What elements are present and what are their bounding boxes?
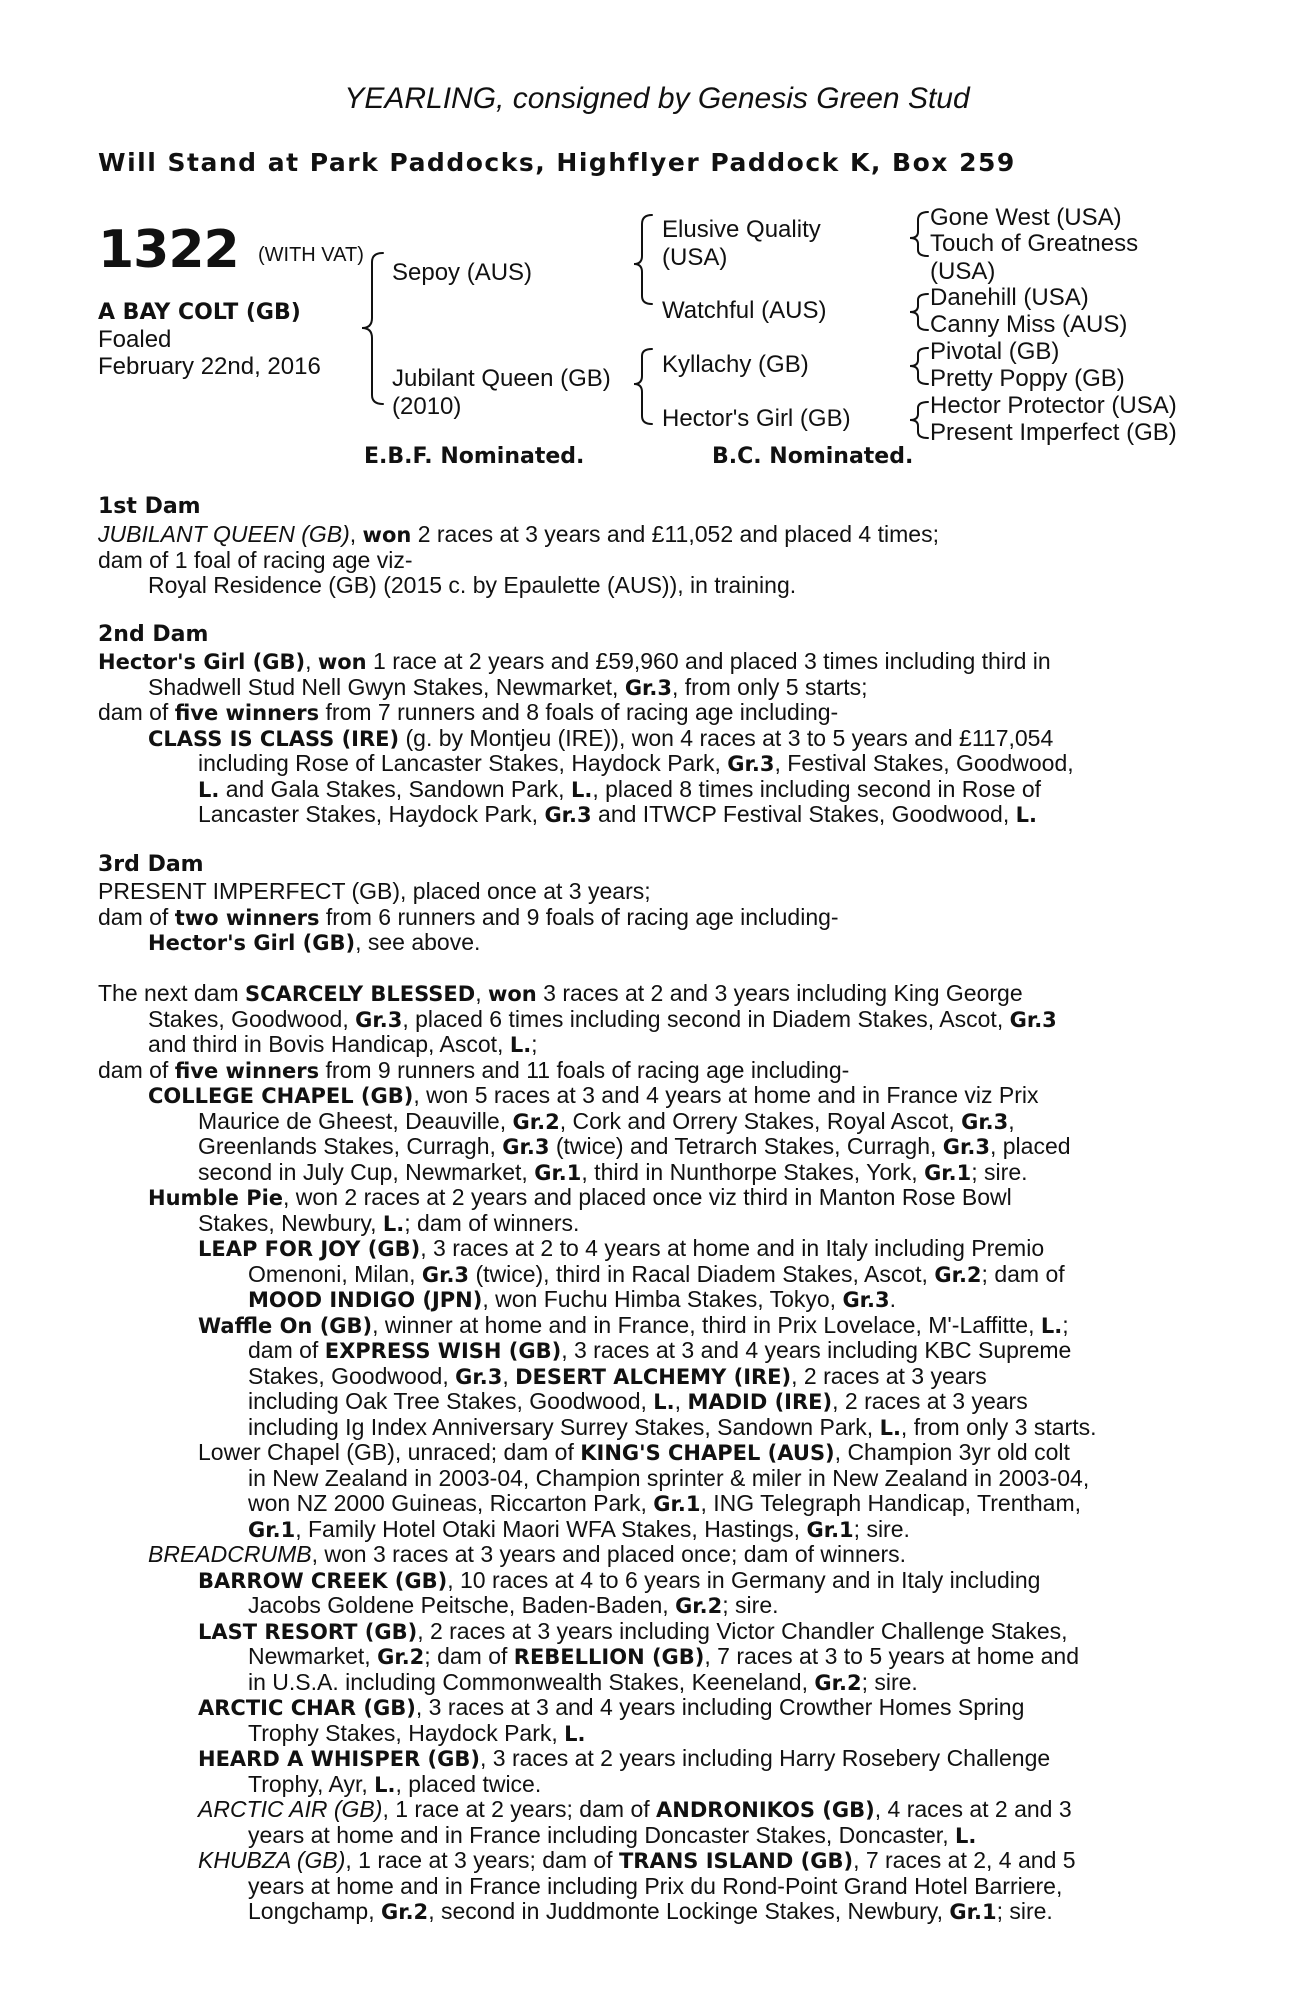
text-line [248, 1465, 1089, 1491]
plain-text: , [502, 1362, 516, 1389]
pedigree-dam-name: Jubilant Queen (GB) [392, 365, 611, 392]
bold-text: Gr.2 [814, 1670, 862, 1695]
plain-text: from 9 runners and 11 foals of racing age including- [319, 1056, 850, 1083]
bold-text: won [317, 650, 367, 674]
pedigree-dsd-line1: Pretty Poppy (GB) [930, 365, 1125, 392]
foaled-date: February 22nd, 2016 [98, 353, 321, 380]
text-line [198, 801, 1037, 828]
plain-text: , 7 races at 2, 4 and 5 [853, 1847, 1076, 1873]
plain-text: dam of [98, 903, 175, 930]
text-line [98, 1057, 849, 1084]
pedigree-dam-year: (2010) [392, 393, 462, 420]
text-line [248, 1592, 779, 1619]
plain-text: . [889, 1286, 897, 1312]
pedigree-dds-line1: Hector Protector (USA) [930, 392, 1177, 419]
plain-text: , Champion 3yr old colt [834, 1439, 1070, 1465]
plain-text: , Festival Stakes, Goodwood, [774, 750, 1074, 776]
plain-text: years at home and in France including Doncaster Stakes, Doncaster, [248, 1821, 955, 1848]
text-line [148, 1184, 1012, 1211]
first-dam-heading: 1st Dam [98, 494, 201, 519]
bold-text: Gr.3 [727, 752, 775, 776]
pedigree-sd-line1: Watchful (AUS) [662, 297, 827, 324]
pedigree-dd-line1: Hector's Girl (GB) [662, 405, 851, 432]
plain-text: including Rose of Lancaster Stakes, Haydock Park, [198, 750, 728, 776]
text-line [248, 1720, 586, 1747]
pedigree-sss [930, 204, 1122, 232]
plain-text: ; sire. [853, 1515, 910, 1542]
plain-text: Maurice de Gheest, Deauville, [198, 1107, 513, 1134]
plain-text: Jacobs Goldene Peitsche, Baden-Baden, [248, 1592, 676, 1618]
plain-text: 2 races at 3 years and £11,052 and placed 4 times; [411, 521, 939, 547]
bold-text: REBELLION (GB) [513, 1645, 705, 1669]
plain-text: , 10 races at 4 to 6 years in Germany and in Italy including [447, 1566, 1041, 1593]
text-line [198, 1210, 579, 1237]
plain-text: , 3 races at 2 to 4 years at home and in Italy including Premio [420, 1235, 1045, 1261]
pedigree-ssd [930, 230, 1138, 286]
plain-text: Trophy Stakes, Haydock Park, [248, 1719, 565, 1746]
plain-text: , from only 3 starts. [900, 1413, 1097, 1440]
plain-text: dam of [98, 699, 175, 725]
bold-text: Hector's Girl (GB) [148, 931, 356, 955]
italic-text: JUBILANT QUEEN (GB) [98, 521, 350, 547]
text-line [198, 1847, 1076, 1874]
pedigree-dss-line1: Pivotal (GB) [930, 338, 1060, 365]
bold-text: Gr.1 [949, 1900, 997, 1924]
plain-text: in New Zealand in 2003-04, Champion sprinter & miler in New Zealand in 2003-04, [248, 1464, 1090, 1491]
plain-text: , 7 races at 3 to 5 years at home and [704, 1643, 1080, 1669]
text-line [248, 1898, 1053, 1925]
second-dam-heading: 2nd Dam [98, 622, 209, 647]
bold-text: Hector's Girl (GB) [98, 650, 306, 674]
bold-text: won [487, 982, 537, 1006]
text-line [248, 1669, 918, 1696]
pedigree-ssd-line1: Touch of Greatness [930, 230, 1139, 257]
plain-text: second in July Cup, Newmarket, [198, 1158, 535, 1185]
bold-text: SCARCELY BLESSED [245, 982, 476, 1006]
text-line [198, 1159, 1028, 1186]
bold-text: MADID (IRE) [687, 1390, 833, 1414]
text-line [248, 1516, 910, 1543]
pedigree-dam-sire [662, 351, 809, 379]
text-line [148, 1031, 538, 1058]
pedigree-sire-dam [662, 297, 826, 325]
plain-text: dam of 1 foal of racing age viz- [98, 546, 413, 573]
plain-text: Stakes, Goodwood, [248, 1362, 456, 1389]
bold-text: L. [198, 777, 220, 802]
plain-text: , placed 6 times including second in Diadem Stakes, Ascot, [402, 1005, 1010, 1032]
bracket-ss [910, 212, 928, 256]
text-line [98, 878, 651, 904]
plain-text: (twice), third in Racal Diadem Stakes, Ascot, [469, 1260, 935, 1287]
bold-text: Gr.3 [502, 1135, 550, 1159]
plain-text: PRESENT IMPERFECT (GB), placed once at 3 years; [98, 878, 651, 904]
bc-nomination: B.C. Nominated. [712, 444, 914, 469]
bold-text: Gr.1 [924, 1160, 972, 1185]
text-line [198, 1745, 1050, 1772]
plain-text: , won 3 races at 3 years and placed once; dam of winners. [311, 1541, 907, 1567]
bold-text: L. [564, 1721, 586, 1746]
text-line [98, 547, 413, 573]
plain-text: , winner at home and in France, third in Prix Lovelace, M'-Laffitte, [372, 1311, 1041, 1338]
plain-text: , placed twice. [395, 1770, 542, 1797]
bold-text: Gr.3 [624, 675, 673, 700]
plain-text: , placed [989, 1133, 1071, 1159]
plain-text: , [305, 648, 318, 674]
plain-text: ; dam of [424, 1643, 514, 1669]
plain-text: , [674, 1388, 688, 1414]
bold-text: Gr.3 [961, 1109, 1009, 1134]
plain-text: , ING Telegraph Handicap, Trentham, [700, 1490, 1082, 1516]
plain-text: , Cork and Orrery Stakes, Royal Ascot, [559, 1107, 962, 1134]
bold-text: L. [653, 1390, 675, 1414]
text-line [148, 929, 480, 956]
plain-text: Greenlands Stakes, Curragh, [198, 1133, 503, 1159]
bold-text: MOOD INDIGO (JPN) [248, 1288, 483, 1312]
bold-text: Gr.1 [653, 1492, 701, 1516]
italic-text: KHUBZA (GB) [198, 1847, 346, 1873]
bold-text: TRANS ISLAND (GB) [618, 1849, 854, 1873]
pedigree-sdd [930, 311, 1127, 339]
bold-text: Gr.3 [421, 1262, 470, 1287]
plain-text: The next dam [98, 980, 246, 1006]
plain-text: , second in Juddmonte Lockinge Stakes, Newbury, [428, 1898, 950, 1924]
bold-text: ANDRONIKOS (GB) [656, 1798, 875, 1822]
pedigree-dam [392, 365, 611, 421]
text-line [198, 1312, 1069, 1339]
text-line [248, 1414, 1096, 1441]
plain-text: from 6 runners and 9 foals of racing age including- [319, 903, 839, 930]
plain-text: ; [1062, 1311, 1069, 1338]
plain-text: , placed 8 times including second in Rose of [592, 775, 1042, 802]
text-line [198, 750, 1074, 777]
text-line [198, 1108, 1015, 1135]
text-line [148, 1006, 1057, 1033]
bold-text: Gr.2 [512, 1109, 560, 1134]
plain-text: years at home and in France including Prix du Rond-Point Grand Hotel Barriere, [248, 1872, 1063, 1899]
pedigree-dss [930, 338, 1059, 366]
text-line [248, 1337, 1071, 1364]
text-line [198, 1796, 1072, 1823]
plain-text: Stakes, Newbury, [198, 1209, 383, 1236]
plain-text: ; [531, 1031, 538, 1057]
plain-text: , 2 races at 3 years [791, 1362, 987, 1389]
plain-text: , see above. [355, 929, 481, 955]
stand-location: Will Stand at Park Paddocks, Highflyer Paddock K, Box 259 [98, 148, 1016, 177]
plain-text: , 3 races at 3 and 4 years including KBC Supreme [561, 1337, 1072, 1363]
plain-text: , won 2 races at 2 years and placed once viz third in Manton Rose Bowl [283, 1184, 1012, 1210]
text-line [248, 1388, 1028, 1415]
plain-text: (g. by Montjeu (IRE)), won 4 races at 3 to 5 years and £117,054 [399, 724, 1054, 751]
text-line [198, 1618, 1068, 1645]
plain-text: ; dam of winners. [404, 1209, 580, 1236]
bold-text: five winners [174, 1058, 320, 1083]
plain-text: dam of [98, 1056, 175, 1083]
bold-text: CLASS IS CLASS (IRE) [148, 726, 400, 751]
bold-text: Gr.3 [1009, 1007, 1057, 1032]
plain-text: , [349, 521, 363, 547]
plain-text: Stakes, Goodwood, [148, 1005, 356, 1032]
page-title: YEARLING, consigned by Genesis Green Stud [344, 82, 970, 115]
bracket-main [362, 253, 383, 404]
plain-text: , [1008, 1107, 1015, 1134]
bold-text: five winners [174, 701, 320, 725]
bold-text: Gr.3 [842, 1288, 890, 1312]
bold-text: BARROW CREEK (GB) [198, 1568, 448, 1593]
pedigree-ds-line1: Kyllachy (GB) [662, 351, 809, 378]
pedigree-sss-line1: Gone West (USA) [930, 204, 1122, 231]
bold-text: L. [954, 1823, 977, 1848]
pedigree-ss-line1: Elusive Quality [662, 216, 821, 243]
bold-text: L. [879, 1415, 901, 1440]
plain-text: , won Fuchu Himba Stakes, Tokyo, [482, 1286, 843, 1312]
text-line [198, 1235, 1044, 1262]
bold-text: Gr.3 [455, 1364, 503, 1389]
plain-text: Royal Residence (GB) (2015 c. by Epaulette (AUS)), in training. [148, 572, 797, 598]
bold-text: Gr.2 [377, 1645, 425, 1669]
pedigree-dsd [930, 365, 1125, 393]
bold-text: L. [1015, 803, 1037, 827]
text-line [248, 1822, 976, 1849]
plain-text: Shadwell Stud Nell Gwyn Stakes, Newmarket, [148, 673, 625, 700]
bold-text: Gr.1 [534, 1160, 582, 1185]
plain-text: ; sire. [722, 1592, 779, 1618]
bold-text: Gr.3 [942, 1135, 990, 1159]
pedigree-sds [930, 284, 1089, 312]
text-line [98, 521, 939, 548]
text-line [248, 1643, 1079, 1670]
lot-name: A BAY COLT (GB) [98, 300, 301, 325]
pedigree-ddd-line1: Present Imperfect (GB) [930, 419, 1177, 446]
ebf-nomination: E.B.F. Nominated. [364, 444, 585, 469]
plain-text: ; sire. [971, 1158, 1028, 1185]
text-line [98, 980, 1023, 1007]
plain-text: and ITWCP Festival Stakes, Goodwood, [591, 801, 1016, 827]
bold-text: Gr.2 [934, 1262, 982, 1287]
bold-text: two winners [174, 905, 320, 930]
text-line [148, 674, 868, 701]
pedigree-sire [392, 259, 532, 287]
bold-text: LEAP FOR JOY (GB) [198, 1237, 421, 1261]
bold-text: Gr.1 [806, 1517, 854, 1542]
pedigree-sire-name: Sepoy (AUS) [392, 259, 533, 286]
text-line [248, 1771, 541, 1798]
foaled-label: Foaled [98, 326, 172, 353]
bold-text: L. [382, 1211, 405, 1236]
text-line [148, 1082, 1039, 1109]
plain-text: , 3 races at 2 years including Harry Rosebery Challenge [479, 1745, 1051, 1771]
text-line [198, 776, 1041, 803]
plain-text: and third in Bovis Handicap, Ascot, [148, 1031, 510, 1057]
lot-number: 1322 [98, 220, 239, 280]
plain-text: Lancaster Stakes, Haydock Park, [198, 801, 545, 827]
text-line [198, 1439, 1070, 1466]
pedigree-sdd-line1: Canny Miss (AUS) [930, 311, 1128, 338]
pedigree-sire-sire [662, 216, 821, 272]
plain-text: Newmarket, [248, 1643, 378, 1669]
italic-text: ARCTIC AIR (GB) [198, 1796, 383, 1822]
bold-text: L. [509, 1033, 532, 1057]
plain-text: won NZ 2000 Guineas, Riccarton Park, [248, 1490, 654, 1516]
lot-vat-note: (WITH VAT) [258, 244, 364, 266]
bold-text: LAST RESORT (GB) [198, 1619, 418, 1644]
plain-text: Lower Chapel (GB), unraced; dam of [198, 1439, 581, 1465]
bold-text: won [362, 523, 412, 547]
bold-text: L. [374, 1772, 396, 1797]
bracket-sd [910, 294, 928, 330]
bold-text: KING'S CHAPEL (AUS) [580, 1441, 835, 1465]
text-line [148, 1541, 906, 1567]
pedigree-ddd [930, 419, 1177, 447]
bold-text: Waffle On (GB) [198, 1313, 373, 1338]
text-line [248, 1873, 1062, 1899]
plain-text: Longchamp, [248, 1898, 381, 1924]
plain-text: and Gala Stakes, Sandown Park, [219, 775, 571, 802]
bold-text: COLLEGE CHAPEL (GB) [148, 1084, 414, 1108]
plain-text: in U.S.A. including Commonwealth Stakes, Keeneland, [248, 1668, 815, 1695]
pedigree-sds-line1: Danehill (USA) [930, 284, 1089, 311]
plain-text: , 2 races at 3 years including Victor Chandler Challenge Stakes, [417, 1617, 1068, 1644]
plain-text: ; sire. [996, 1898, 1053, 1924]
bold-text: Gr.2 [380, 1900, 429, 1924]
text-line [198, 1133, 1071, 1160]
pedigree-dam-dam [662, 405, 851, 433]
pedigree-ssd-line2: (USA) [930, 258, 996, 285]
plain-text: , 1 race at 2 years; dam of [382, 1796, 657, 1822]
bold-text: Gr.3 [355, 1007, 403, 1032]
plain-text: ; dam of [981, 1260, 1065, 1287]
text-line [198, 1694, 1024, 1721]
bold-text: Gr.3 [544, 803, 592, 827]
plain-text: , 3 races at 3 and 4 years including Crowther Homes Spring [415, 1694, 1025, 1720]
plain-text: 1 race at 2 years and £59,960 and placed 3 times including third in [366, 648, 1051, 674]
plain-text: , third in Nunthorpe Stakes, York, [581, 1158, 925, 1185]
bold-text: Humble Pie [148, 1186, 284, 1210]
bold-text: Gr.1 [248, 1517, 296, 1542]
plain-text: Trophy, Ayr, [248, 1770, 375, 1797]
plain-text: 3 races at 2 and 3 years including King George [536, 980, 1023, 1006]
plain-text: including Ig Index Anniversary Surrey Stakes, Sandown Park, [248, 1413, 880, 1440]
plain-text: , from only 5 starts; [672, 673, 868, 700]
text-line [198, 1567, 1040, 1594]
text-line [98, 648, 1051, 675]
bold-text: L. [570, 777, 593, 802]
pedigree-ss-line2: (USA) [662, 244, 728, 271]
text-line [148, 572, 796, 598]
text-line [248, 1490, 1081, 1517]
bracket-sire [634, 215, 652, 304]
bold-text: Gr.2 [675, 1594, 723, 1618]
text-line [248, 1286, 896, 1313]
text-line [98, 904, 839, 931]
bold-text: ARCTIC CHAR (GB) [198, 1696, 416, 1720]
plain-text: from 7 runners and 8 foals of racing age including- [319, 699, 839, 725]
text-line [98, 699, 838, 726]
text-line [248, 1363, 987, 1390]
bold-text: HEARD A WHISPER (GB) [198, 1747, 480, 1771]
plain-text: , 1 race at 3 years; dam of [345, 1847, 619, 1873]
bracket-dd [910, 402, 928, 438]
plain-text: , won 5 races at 3 and 4 years at home and in France viz Prix [413, 1082, 1039, 1108]
plain-text: , [475, 980, 488, 1006]
pedigree-dds [930, 392, 1177, 420]
plain-text: ; sire. [861, 1668, 918, 1695]
plain-text: dam of [248, 1337, 325, 1363]
plain-text: , Family Hotel Otaki Maori WFA Stakes, Hastings, [295, 1515, 807, 1542]
plain-text: , 2 races at 3 years [832, 1388, 1028, 1414]
third-dam-heading: 3rd Dam [98, 852, 204, 877]
text-line [148, 725, 1053, 752]
plain-text: Omenoni, Milan, [248, 1260, 422, 1287]
bold-text: L. [1040, 1313, 1063, 1338]
bold-text: EXPRESS WISH (GB) [324, 1339, 562, 1363]
bracket-dam [634, 349, 652, 424]
text-line [248, 1261, 1065, 1288]
italic-text: BREADCRUMB [148, 1541, 312, 1567]
plain-text: including Oak Tree Stakes, Goodwood, [248, 1388, 654, 1414]
bold-text: DESERT ALCHEMY (IRE) [515, 1364, 792, 1389]
plain-text: (twice) and Tetrarch Stakes, Curragh, [549, 1133, 943, 1159]
bracket-ds [910, 348, 928, 384]
plain-text: , 4 races at 2 and 3 [874, 1796, 1072, 1822]
